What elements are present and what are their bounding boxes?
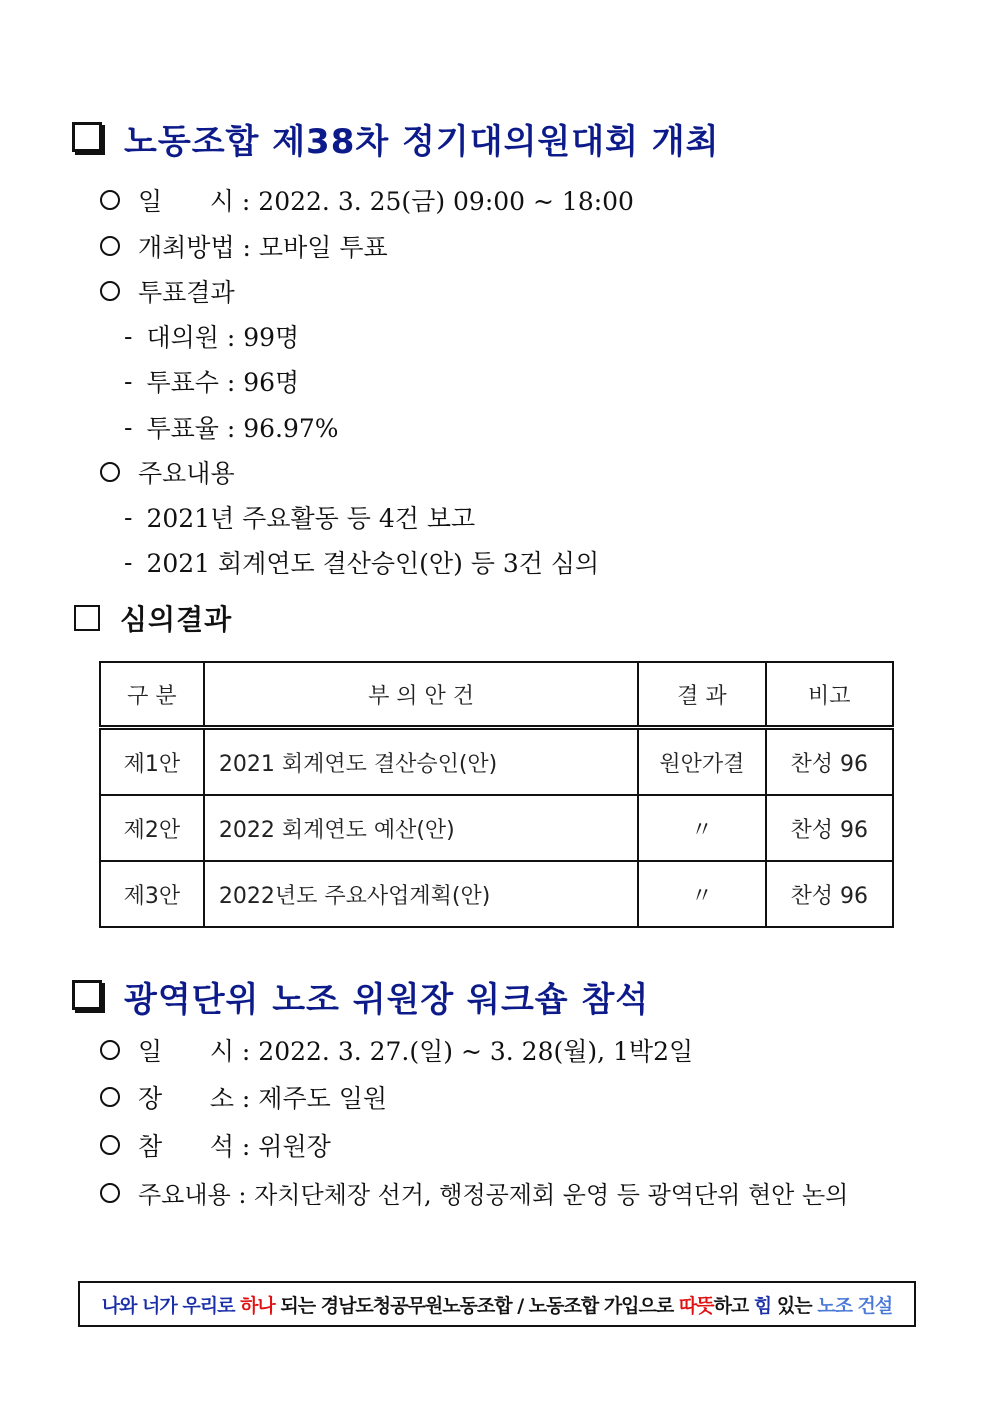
circle-bullet-icon [100, 281, 120, 301]
item-text: 주요내용 [138, 459, 235, 488]
dash-bullet-icon: - [124, 321, 133, 351]
circle-bullet-icon [100, 236, 120, 256]
dash-bullet-icon: - [124, 366, 133, 396]
section-title-text: 광역단위 노조 위원장 워크숍 참석 [124, 980, 650, 1020]
item-text: 2021년 주요활동 등 4건 보고 [146, 504, 476, 533]
section-title-workshop [72, 972, 649, 1021]
list-item [100, 454, 235, 490]
list-item [100, 182, 634, 218]
header-agenda: 부 의 안 건 [204, 662, 638, 728]
list-item [100, 228, 388, 264]
cell-result: 원안가결 [638, 728, 765, 796]
item-text: 대의원 : 99명 [146, 323, 300, 352]
circle-bullet-icon [100, 1040, 120, 1060]
section-title-results [74, 598, 232, 638]
list-item [100, 273, 235, 309]
header-remarks: 비고 [766, 662, 893, 728]
cell-remarks: 찬성 96 [766, 728, 893, 796]
results-table [99, 661, 894, 928]
table-header-row [100, 662, 893, 728]
list-subitem [124, 544, 599, 580]
item-text: 일 시 : 2022. 3. 25(금) 09:00 ~ 18:00 [138, 187, 634, 216]
slogan-segment: 하고 [713, 1294, 754, 1317]
section-title-text: 심의결과 [120, 603, 233, 636]
slogan-segment: 있는 [771, 1294, 818, 1317]
dash-bullet-icon: - [124, 547, 133, 577]
slogan-segment: 따뜻 [678, 1294, 714, 1317]
item-text: 주요내용 : 자치단체장 선거, 행정공제회 운영 등 광역단위 현안 논의 [138, 1181, 849, 1209]
list-subitem [124, 363, 299, 399]
cell-remarks: 찬성 96 [766, 795, 893, 861]
table-row [100, 728, 893, 796]
slogan-segment: 힘 [753, 1294, 772, 1317]
cell-agenda: 2022년도 주요사업계획(안) [204, 861, 638, 927]
cell-category: 제3안 [100, 861, 204, 927]
header-category: 구 분 [100, 662, 204, 728]
section-title-congress [72, 114, 719, 163]
item-text: 참 석 : 위원장 [138, 1132, 331, 1161]
checkbox-icon [72, 980, 102, 1010]
list-item [100, 1175, 848, 1210]
item-text: 일 시 : 2022. 3. 27.(일) ~ 3. 28(월), 1박2일 [138, 1037, 694, 1066]
circle-bullet-icon [100, 1087, 120, 1107]
item-text: 투표율 : 96.97% [146, 414, 339, 443]
item-text: 2021 회계연도 결산승인(안) 등 3건 심의 [146, 549, 600, 578]
slogan-segment: 노조 건설 [817, 1294, 893, 1317]
cell-result: 〃 [638, 795, 765, 861]
list-subitem [124, 409, 339, 445]
cell-category: 제1안 [100, 728, 204, 796]
circle-bullet-icon [100, 1183, 120, 1203]
list-item [100, 1032, 693, 1068]
item-text: 장 소 : 제주도 일원 [138, 1084, 387, 1113]
table-row [100, 795, 893, 861]
cell-remarks: 찬성 96 [766, 861, 893, 927]
header-result: 결 과 [638, 662, 765, 728]
slogan-segment: 하나 [240, 1294, 275, 1317]
dash-bullet-icon: - [124, 412, 133, 442]
list-subitem [124, 318, 299, 354]
circle-bullet-icon [100, 462, 120, 482]
circle-bullet-icon [100, 1135, 120, 1155]
checkbox-icon [72, 122, 102, 152]
circle-bullet-icon [100, 190, 120, 210]
slogan-segment: 되는 경남도청공무원노동조합 / 노동조합 가입으로 [274, 1294, 679, 1317]
cell-category: 제2안 [100, 795, 204, 861]
cell-agenda: 2022 회계연도 예산(안) [204, 795, 638, 861]
section-title-text: 노동조합 제38차 정기대의원대회 개최 [124, 122, 720, 162]
dash-bullet-icon: - [124, 502, 133, 532]
item-text: 투표수 : 96명 [146, 368, 300, 397]
item-text: 투표결과 [138, 278, 235, 307]
item-text: 개최방법 : 모바일 투표 [138, 233, 388, 262]
square-bullet-icon [74, 605, 100, 631]
list-item [100, 1079, 387, 1115]
slogan-segment: 나와 너가 우리로 [101, 1294, 241, 1317]
list-subitem [124, 499, 475, 535]
cell-agenda: 2021 회계연도 결산승인(안) [204, 728, 638, 796]
table-row [100, 861, 893, 927]
cell-result: 〃 [638, 861, 765, 927]
list-item [100, 1127, 331, 1163]
footer-slogan [78, 1281, 916, 1327]
